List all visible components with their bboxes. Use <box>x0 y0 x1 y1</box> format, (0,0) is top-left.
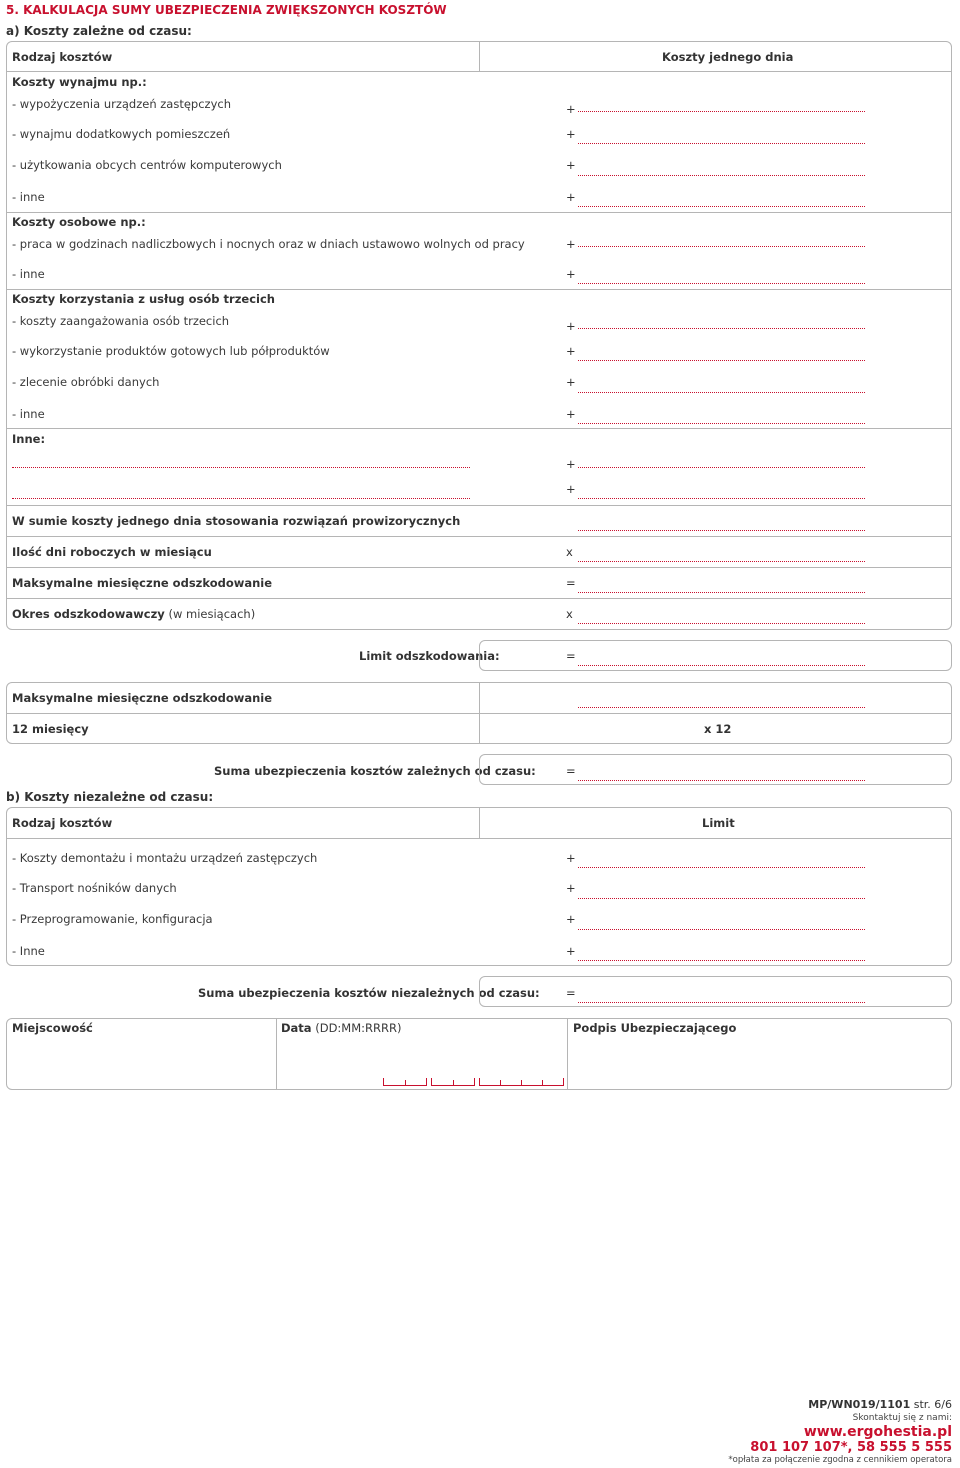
workdays-field[interactable] <box>578 561 865 562</box>
third-party-item: - inne <box>12 407 45 421</box>
plus-sign: + <box>566 851 576 865</box>
plus-sign: + <box>566 944 576 958</box>
limit-box <box>479 640 952 671</box>
amount-field[interactable] <box>578 467 865 468</box>
equals-sign: = <box>566 649 576 663</box>
group-personnel-title: Koszty osobowe np.: <box>12 215 146 229</box>
amount-field[interactable] <box>578 498 865 499</box>
amount-field[interactable] <box>578 143 865 144</box>
independent-cost-item: - Koszty demontażu i montażu urządzeń zastępczych <box>12 851 318 865</box>
third-party-item: - zlecenie obróbki danych <box>12 375 160 389</box>
third-party-item: - koszty zaangażowania osób trzecich <box>12 314 230 328</box>
equals-sign: = <box>566 764 576 778</box>
independent-cost-item: - Inne <box>12 944 45 958</box>
third-party-item: - wykorzystanie produktów gotowych lub półproduktów <box>12 344 330 358</box>
other-cost-name-field[interactable] <box>12 498 470 499</box>
plus-sign: + <box>566 344 576 358</box>
other-cost-name-field[interactable] <box>12 467 470 468</box>
amount-field[interactable] <box>578 206 865 207</box>
col-header-cost-type: Rodzaj kosztów <box>12 816 113 830</box>
max-monthly-row-field[interactable] <box>578 707 865 708</box>
plus-sign: + <box>566 102 576 116</box>
daily-total-field[interactable] <box>578 530 865 531</box>
plus-sign: + <box>566 375 576 389</box>
place-field[interactable] <box>6 1036 276 1090</box>
rental-item: - inne <box>12 190 45 204</box>
group-third-party-title: Koszty korzystania z usług osób trzecich <box>12 292 275 306</box>
equals-sign: = <box>566 986 576 1000</box>
plus-sign: + <box>566 190 576 204</box>
personnel-item: - praca w godzinach nadliczbowych i nocnych oraz w dniach ustawowo wolnych od pracy <box>12 237 525 251</box>
amount-field[interactable] <box>578 423 865 424</box>
amount-field[interactable] <box>578 283 865 284</box>
twelve-months-multiplier: x 12 <box>704 722 732 736</box>
personnel-item: - inne <box>12 267 45 281</box>
form-code: MP/WN019/1101 str. 6/6 <box>808 1398 952 1411</box>
call-cost-note: *opłata za połączenie zgodna z cennikiem operatora <box>728 1455 952 1465</box>
amount-field[interactable] <box>578 929 865 930</box>
independent-cost-item: - Przeprogramowanie, konfiguracja <box>12 912 213 926</box>
section-title: 5. KALKULACJA SUMY UBEZPIECZENIA ZWIĘKSZONYCH KOSZTÓW <box>6 3 447 17</box>
website-link[interactable]: www.ergohestia.pl <box>803 1424 952 1440</box>
plus-sign: + <box>566 237 576 251</box>
signature-field[interactable] <box>568 1036 951 1090</box>
rental-item: - wypożyczenia urządzeń zastępczych <box>12 97 232 111</box>
plus-sign: + <box>566 482 576 496</box>
plus-sign: + <box>566 457 576 471</box>
plus-sign: + <box>566 127 576 141</box>
workdays-label: Ilość dni roboczych w miesiącu <box>12 545 212 559</box>
signature-label: Podpis Ubezpieczającego <box>573 1021 737 1035</box>
date-label: Data (DD:MM:RRRR) <box>281 1021 402 1035</box>
amount-field[interactable] <box>578 328 865 329</box>
times-sign: x <box>566 607 573 621</box>
part-b-title: b) Koszty niezależne od czasu: <box>6 790 214 804</box>
amount-field[interactable] <box>578 111 865 112</box>
daily-total-label: W sumie koszty jednego dnia stosowania rozwiązań prowizorycznych <box>12 514 461 528</box>
max-monthly-field[interactable] <box>578 592 865 593</box>
sum-dependent-field[interactable] <box>578 780 865 781</box>
amount-field[interactable] <box>578 898 865 899</box>
sum-independent-label: Suma ubezpieczenia kosztów niezależnych od czasu: <box>198 986 540 1000</box>
contact-label: Skontaktuj się z nami: <box>852 1413 952 1423</box>
date-input[interactable] <box>383 1078 564 1087</box>
group-rental-title: Koszty wynajmu np.: <box>12 75 147 89</box>
amount-field[interactable] <box>578 392 865 393</box>
equals-sign: = <box>566 576 576 590</box>
col-header-daily-cost: Koszty jednego dnia <box>662 50 794 64</box>
amount-field[interactable] <box>578 960 865 961</box>
amount-field[interactable] <box>578 246 865 247</box>
phone-numbers: 801 107 107*, 58 555 5 555 <box>750 1440 952 1455</box>
amount-field[interactable] <box>578 175 865 176</box>
max-monthly-label: Maksymalne miesięczne odszkodowanie <box>12 576 273 590</box>
limit-label: Limit odszkodowania: <box>359 649 500 663</box>
plus-sign: + <box>566 407 576 421</box>
sum-independent-field[interactable] <box>578 1002 865 1003</box>
plus-sign: + <box>566 158 576 172</box>
col-header-cost-type: Rodzaj kosztów <box>12 50 113 64</box>
max-monthly-row-label: Maksymalne miesięczne odszkodowanie <box>12 691 273 705</box>
col-header-limit: Limit <box>702 816 735 830</box>
group-other-title: Inne: <box>12 432 46 446</box>
period-field[interactable] <box>578 623 865 624</box>
place-label: Miejscowość <box>12 1021 93 1035</box>
independent-cost-item: - Transport nośników danych <box>12 881 177 895</box>
rental-item: - użytkowania obcych centrów komputerowych <box>12 158 282 172</box>
twelve-months-label: 12 miesięcy <box>12 722 89 736</box>
rental-item: - wynajmu dodatkowych pomieszczeń <box>12 127 231 141</box>
plus-sign: + <box>566 912 576 926</box>
part-a-title: a) Koszty zależne od czasu: <box>6 24 192 38</box>
amount-field[interactable] <box>578 867 865 868</box>
plus-sign: + <box>566 881 576 895</box>
times-sign: x <box>566 545 573 559</box>
plus-sign: + <box>566 267 576 281</box>
period-label: Okres odszkodowawczy (w miesiącach) <box>12 607 256 621</box>
limit-field[interactable] <box>578 665 865 666</box>
plus-sign: + <box>566 319 576 333</box>
sum-dependent-label: Suma ubezpieczenia kosztów zależnych od czasu: <box>214 764 536 778</box>
amount-field[interactable] <box>578 360 865 361</box>
